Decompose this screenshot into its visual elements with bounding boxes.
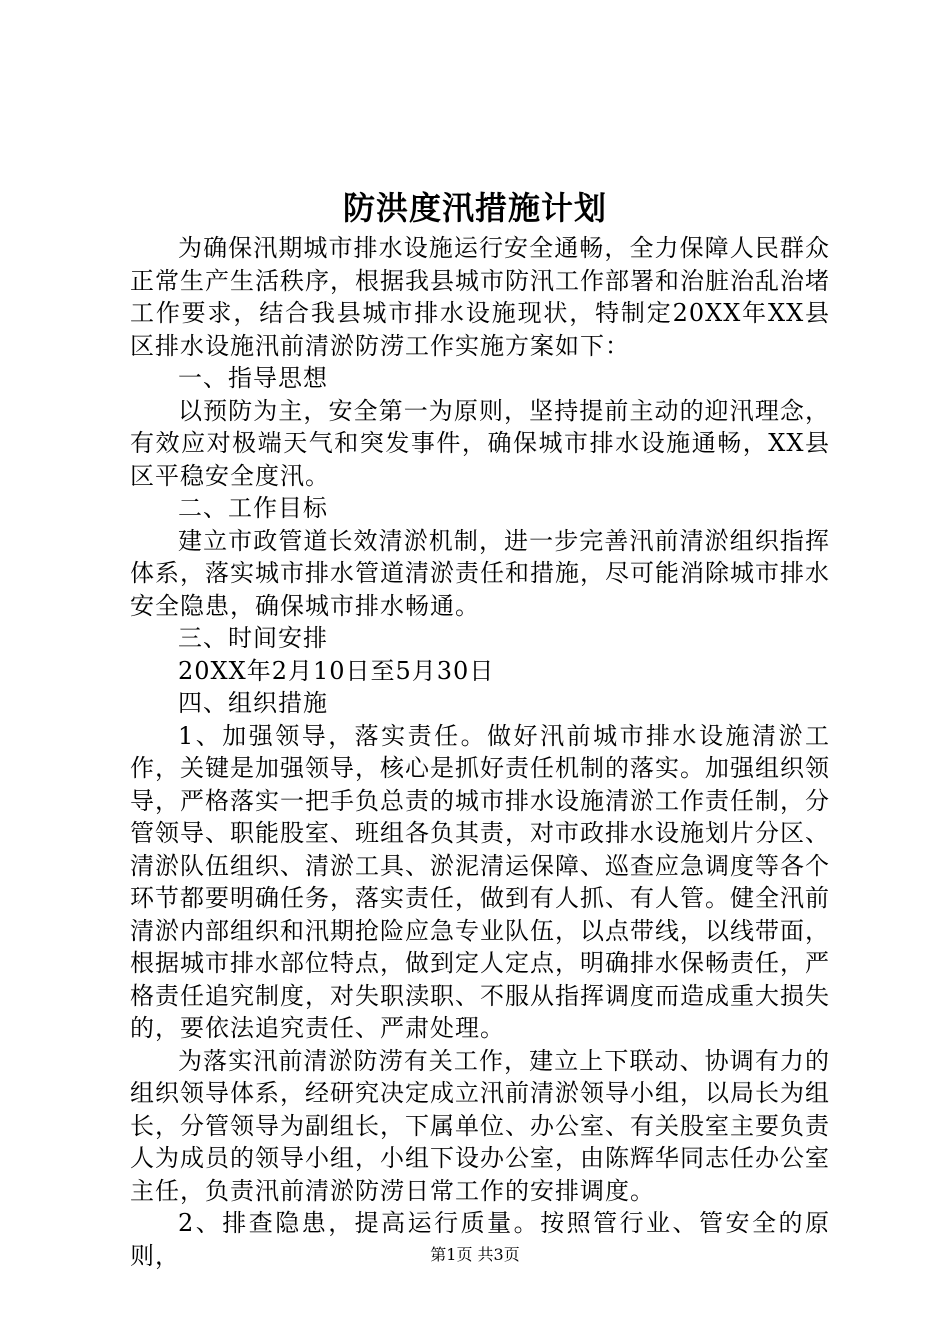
heading-guiding-ideology: 一、指导思想 (178, 364, 328, 392)
heading-work-goals: 二、工作目标 (178, 494, 328, 522)
paragraph-measure-2: 2、排查隐患，提高运行质量。按照管行业、管安全的原则， (130, 1209, 830, 1270)
document-body (130, 232, 830, 1272)
heading-organization-measures: 四、组织措施 (178, 689, 328, 717)
paragraph-intro: 为确保汛期城市排水设施运行安全通畅，全力保障人民群众正常生产生活秩序，根据我县城市防汛工作部署和治脏治乱治堵工作要求，结合我县城市排水设施现状，特制定20XX年XX县区排水设施汛前清淤防涝工作实施方案如下： (130, 234, 830, 360)
heading-schedule: 三、时间安排 (178, 624, 328, 652)
paragraph-work-goals: 建立市政管道长效清淤机制，进一步完善汛前清淤组织指挥体系，落实城市排水管道清淤责任和措施，尽可能消除城市排水安全隐患，确保城市排水畅通。 (130, 526, 830, 620)
document-title: 防洪度汛措施计划 (342, 189, 607, 227)
page-number: 第1页 共3页 (430, 1245, 520, 1264)
paragraph-schedule: 20XX年2月10日至5月30日 (178, 656, 495, 685)
paragraph-guiding-ideology: 以预防为主，安全第一为原则，坚持提前主动的迎汛理念，有效应对极端天气和突发事件，确保城市排水设施通畅，XX县区平稳安全度汛。 (130, 396, 830, 490)
paragraph-leadership-group: 为落实汛前清淤防涝有关工作，建立上下联动、协调有力的组织领导体系，经研究决定成立汛前清淤领导小组，以局长为组长，分管领导为副组长，下属单位、办公室、有关股室主要负责人为成员的领导小组，小组下设办公室，由陈辉华同志任办公室主任，负责汛前清淤防涝日常工作的安排调度。 (130, 1046, 830, 1205)
paragraph-measure-1: 1、加强领导，落实责任。做好汛前城市排水设施清淤工作，关键是加强领导，核心是抓好责任机制的落实。加强组织领导，严格落实一把手负总责的城市排水设施清淤工作责任制，分管领导、职能股室、班组各负其责，对市政排水设施划片分区、清淤队伍组织、清淤工具、淤泥清运保障、巡查应急调度等各个环节都要明确任务，落实责任，做到有人抓、有人管。健全汛前清淤内部组织和汛期抢险应急专业队伍，以点带线，以线带面，根据城市排水部位特点，做到定人定点，明确排水保畅责任，严格责任追究制度，对失职渎职、不服从指挥调度而造成重大损失的，要依法追究责任、严肃处理。 (130, 721, 830, 1042)
